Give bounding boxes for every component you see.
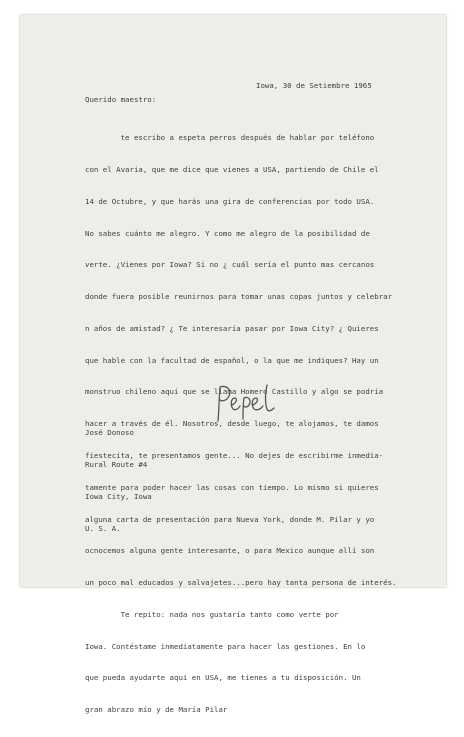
body-line: donde fuera posible reunirnos para tomar unas copas juntos y celebrar [85, 292, 393, 302]
body-line: Iowa. Contéstame inmediatamente para hacer las gestiones. En lo [85, 641, 366, 651]
salutation: Querido maestro: [85, 95, 157, 104]
sender-name: José Donoso [85, 428, 134, 438]
body-line: alguna carta de presentación para Nueva York, donde M. Pilar y yo [85, 514, 375, 524]
letter-date: Iowa, 30 de Setiembre 1965 [256, 81, 372, 90]
body-line: verte. ¿Vienes por Iowa? Si no ¿ cuál sería el punto mas cercanos [85, 260, 375, 270]
sender-street: Rural Route #4 [85, 459, 148, 469]
body-line: ocnocemos alguna gente interesante, o para Mexico aunque allí son [85, 546, 375, 556]
letter-page [20, 15, 446, 715]
body-line: que hable con la facultad de español, o la que me indiques? Hay un [85, 355, 379, 365]
body-line: gran abrazo mío y de María Pilar [85, 705, 228, 715]
body-line: monstruo chileno aquí que se llama Homero Castillo y algo se podría [85, 387, 384, 397]
sender-country: U. S. A. [85, 523, 121, 533]
sender-city: Iowa City, Iowa [85, 491, 152, 501]
sender-address [85, 407, 152, 555]
body-line: Te repito: nada nos gustaría tanto como verte por [85, 609, 339, 619]
body-line: un poco mal educados y salvajetes...pero hay tanta persona de interés. [85, 578, 397, 588]
body-line: tamente para poder hacer las cosas con tiempo. Lo mismo si quieres [85, 482, 379, 492]
body-line: con el Avaria, que me dice que vienes a USA, partiendo de Chile el [85, 164, 379, 174]
body-line: n años de amistad? ¿ Te interesaría pasar por Iowa City? ¿ Quieres [85, 323, 379, 333]
body-line: fiestecita, te presentamos gente... No dejes de escribirme inmedia- [85, 451, 384, 460]
body-line: te escribo a espeta perros después de hablar por teléfono [85, 133, 375, 143]
body-line: que pueda ayudarte aquí en USA, me tienes a tu disposición. Un [85, 673, 361, 683]
body-line: 14 de Octubre, y que harás una gira de conferencias por todo USA. [85, 196, 375, 206]
body-line: hacer a través de él. Nosotros, desde luego, te alojamos, te damos [85, 419, 379, 429]
body-line: No sabes cuánto me alegro. Y como me alegro de la posibilidad de [85, 228, 370, 238]
handwritten-signature [212, 381, 282, 425]
